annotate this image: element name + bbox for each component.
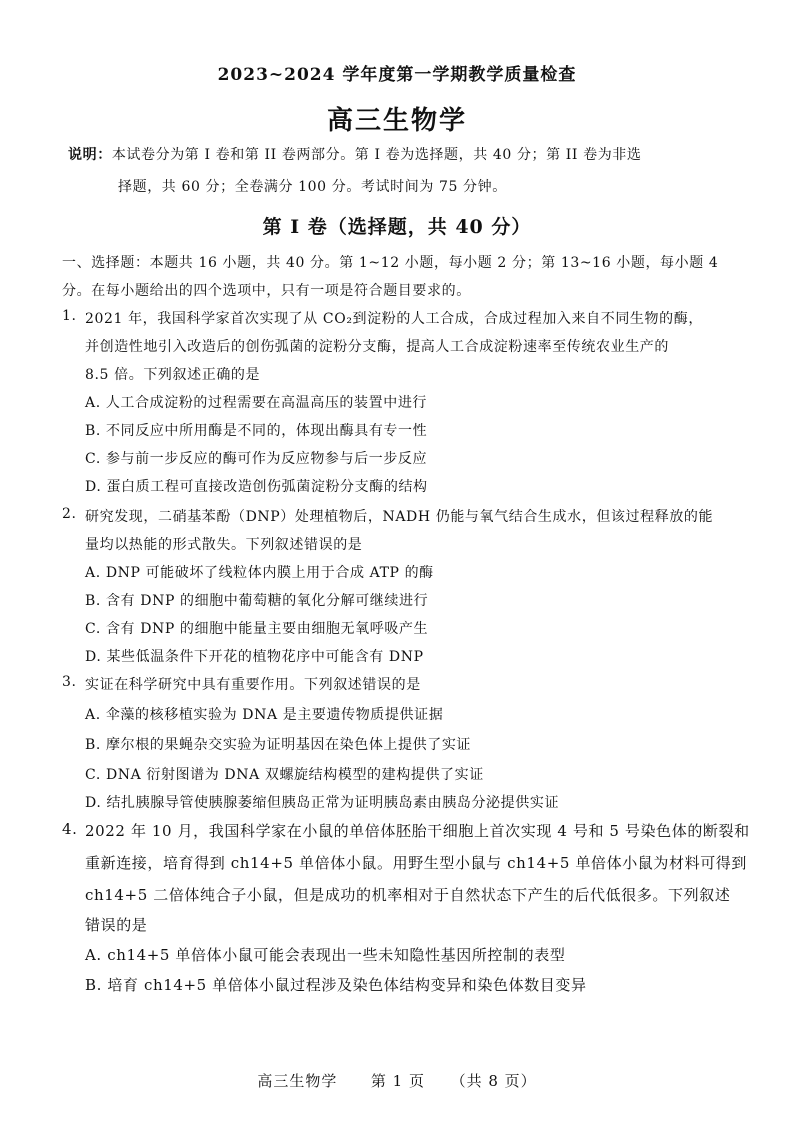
option-key: A. xyxy=(85,707,101,723)
option-a xyxy=(85,392,427,412)
option-text: 含有 DNP 的细胞中能量主要由细胞无氧呼吸产生 xyxy=(105,621,429,637)
question-stem-line: 并创造性地引入改造后的创伤弧菌的淀粉分支酶，提高人工合成淀粉速率至传统农业生产的 xyxy=(85,339,669,355)
option-key: C. xyxy=(85,621,101,637)
option-key: B. xyxy=(85,976,102,994)
instructions-text-1: 本试卷分为第 I 卷和第 II 卷两部分。第 I 卷为选择题，共 40 分；第 II 卷为非选 xyxy=(111,147,642,163)
page-footer xyxy=(0,1070,794,1091)
section-instruction-line-1: 一、选择题：本题共 16 小题，共 40 分。第 1~12 小题，每小题 2 分；第 13~16 小题，每小题 4 xyxy=(62,255,719,271)
option-c xyxy=(85,618,428,638)
option-key: B. xyxy=(85,737,101,753)
option-text: 含有 DNP 的细胞中葡萄糖的氧化分解可继续进行 xyxy=(106,593,429,609)
instructions-label: 说明： xyxy=(68,147,112,163)
option-text: 培育 ch14+5 单倍体小鼠过程涉及染色体结构变异和染色体数目变异 xyxy=(107,976,587,994)
part1-heading: 第 I 卷（选择题，共 40 分） xyxy=(262,216,532,238)
option-text: DNA 衍射图谱为 DNA 双螺旋结构模型的建构提供了实证 xyxy=(105,767,484,783)
option-c xyxy=(85,764,484,784)
option-d xyxy=(85,792,559,812)
instructions-line-1 xyxy=(68,144,642,164)
question-stem-line: 量均以热能的形式散失。下列叙述错误的是 xyxy=(85,537,363,553)
option-d xyxy=(85,476,428,496)
option-key: D. xyxy=(85,479,102,495)
question-stem-line: 研究发现，二硝基苯酚（DNP）处理植物后，NADH 仍能与氧气结合生成水，但该过程释放的能 xyxy=(85,509,714,525)
question-stem-line: 8.5 倍。下列叙述正确的是 xyxy=(85,367,261,383)
option-a xyxy=(85,704,443,724)
section-instruction-line-2: 分。在每小题给出的四个选项中，只有一项是符合题目要求的。 xyxy=(62,283,471,299)
option-c xyxy=(85,448,427,468)
option-text: 伞藻的核移植实验为 DNA 是主要遗传物质提供证据 xyxy=(105,707,444,723)
question-number: 2. xyxy=(62,506,77,522)
option-text: 不同反应中所用酶是不同的，体现出酶具有专一性 xyxy=(106,423,428,439)
question-number: 3. xyxy=(62,674,77,690)
option-text: 某些低温条件下开花的植物花序中可能含有 DNP xyxy=(106,649,424,665)
option-key: C. xyxy=(85,767,101,783)
option-key: D. xyxy=(85,795,102,811)
question-stem-line: 2021 年，我国科学家首次实现了从 CO₂到淀粉的人工合成，合成过程加入来自不同生物的酶， xyxy=(85,311,703,327)
question-stem-line: 2022 年 10 月，我国科学家在小鼠的单倍体胚胎干细胞上首次实现 4 号和 5 号染色体的断裂和 xyxy=(85,822,750,840)
option-b xyxy=(85,420,427,440)
option-key: D. xyxy=(85,649,102,665)
option-b xyxy=(85,590,428,610)
option-a xyxy=(85,944,565,965)
option-a xyxy=(85,562,434,582)
option-key: A. xyxy=(85,946,102,964)
option-key: A. xyxy=(85,395,101,411)
option-b xyxy=(85,734,471,754)
option-key: C. xyxy=(85,451,101,467)
subject-title: 高三生物学 xyxy=(326,106,467,136)
option-b xyxy=(85,974,587,995)
option-text: 结扎胰腺导管使胰腺萎缩但胰岛正常为证明胰岛素由胰岛分泌提供实证 xyxy=(106,795,560,811)
option-text: 人工合成淀粉的过程需要在高温高压的装置中进行 xyxy=(105,395,428,411)
option-text: 摩尔根的果蝇杂交实验为证明基因在染色体上提供了实证 xyxy=(106,737,472,753)
option-text: 蛋白质工程可直接改造创伤弧菌淀粉分支酶的结构 xyxy=(106,479,428,495)
question-number: 1. xyxy=(62,308,77,324)
footer-page-number: 第 1 页 xyxy=(370,1072,425,1090)
option-text: 参与前一步反应的酶可作为反应物参与后一步反应 xyxy=(105,451,428,467)
question-number: 4. xyxy=(62,820,78,838)
option-key: A. xyxy=(85,565,101,581)
question-stem-line: 错误的是 xyxy=(85,916,148,934)
question-stem-line: ch14+5 二倍体纯合子小鼠，但是成功的机率相对于自然状态下产生的后代低很多。下列叙述 xyxy=(85,886,731,904)
exam-title: 2023~2024 学年度第一学期教学质量检查 xyxy=(217,65,577,85)
option-key: B. xyxy=(85,423,101,439)
instructions-line-2: 择题，共 60 分；全卷满分 100 分。考试时间为 75 分钟。 xyxy=(118,179,507,195)
question-stem-line: 重新连接，培育得到 ch14+5 单倍体小鼠。用野生型小鼠与 ch14+5 单倍体小鼠为材料可得到 xyxy=(85,854,747,872)
option-text: ch14+5 单倍体小鼠可能会表现出一些未知隐性基因所控制的表型 xyxy=(107,946,566,964)
option-d xyxy=(85,646,424,666)
footer-subject: 高三生物学 xyxy=(257,1072,338,1090)
question-stem-line: 实证在科学研究中具有重要作用。下列叙述错误的是 xyxy=(85,677,421,693)
option-key: B. xyxy=(85,593,101,609)
option-text: DNP 可能破坏了线粒体内膜上用于合成 ATP 的酶 xyxy=(105,565,434,581)
footer-total-pages: （共 8 页） xyxy=(450,1072,537,1090)
